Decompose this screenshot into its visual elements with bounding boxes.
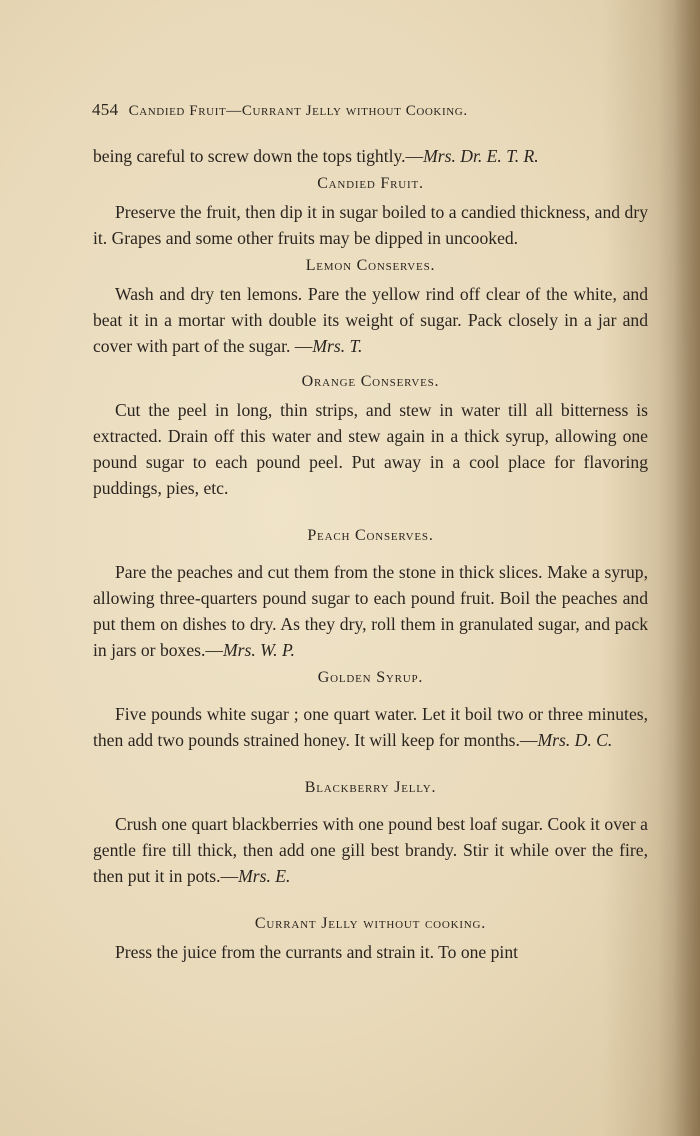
recipe-title-peach-conserves: Peach Conserves.	[307, 527, 434, 544]
recipe-title-lemon-conserves: Lemon Conserves.	[305, 257, 436, 274]
recipe-text-blackberry-jelly: Crush one quart blackberries with one pound best loaf sugar. Cook it over a gentle fire till thick, then add one gill best brandy. Stir it while over the fire, then put it in pots.—	[93, 814, 648, 886]
recipe-text-peach-conserves: Pare the peaches and cut them from the stone in thick slices. Make a syrup, allowing three-quarters pound sugar to each pound fruit. Boil the peaches and put them on dishes to dry. As they dry, roll them in granulated sugar, and pack in jars or boxes.—	[93, 562, 648, 660]
recipe-text-lemon-conserves: Wash and dry ten lemons. Pare the yellow rind off clear of the white, and beat it in a mortar with double its weight of sugar. Pack closely in a jar and cover with part of the sugar. —	[93, 284, 648, 356]
recipe-title-golden-syrup: Golden Syrup.	[317, 669, 424, 686]
recipe-title-currant-jelly: Currant Jelly without cooking.	[254, 915, 487, 932]
recipe-text-golden-syrup: Five pounds white sugar ; one quart water. Let it boil two or three minutes, then add two pounds strained honey. It will keep for months.—	[93, 704, 648, 750]
intro-signature: Mrs. Dr. E. T. R.	[423, 146, 539, 166]
recipe-text-candied-fruit: Preserve the fruit, then dip it in sugar boiled to a candied thickness, and dry it. Grapes and some other fruits may be dipped in uncooked.	[93, 202, 648, 248]
page-number: 454	[92, 100, 119, 119]
recipe-paragraph-peach-conserves	[93, 559, 648, 663]
recipe-signature-lemon-conserves: Mrs. T.	[312, 336, 363, 356]
recipe-text-currant-jelly: Press the juice from the currants and strain it. To one pint	[115, 942, 519, 962]
running-title: Candied Fruit—Currant Jelly without Cooking.	[128, 103, 468, 119]
page-edge-shadow	[674, 0, 700, 1136]
recipe-paragraph-golden-syrup	[93, 701, 648, 753]
page-body	[93, 143, 648, 965]
recipe-title-orange-conserves: Orange Conserves.	[301, 373, 440, 390]
recipe-signature-golden-syrup: Mrs. D. C.	[537, 730, 613, 750]
recipe-text-orange-conserves: Cut the peel in long, thin strips, and stew in water till all bitterness is extracted. Drain off this water and stew again in a thick syrup, allowing one pound sugar to each pound peel. Put away in a cool place for flavoring puddings, pies, etc.	[93, 400, 648, 498]
intro-text: being careful to screw down the tops tightly.—	[93, 146, 424, 166]
recipe-title-blackberry-jelly: Blackberry Jelly.	[304, 779, 437, 796]
intro-paragraph	[93, 143, 648, 169]
recipe-title-candied-fruit: Candied Fruit.	[317, 175, 424, 192]
recipe-signature-blackberry-jelly: Mrs. E.	[238, 866, 291, 886]
recipe-paragraph-lemon-conserves	[93, 281, 648, 359]
running-head	[92, 100, 622, 120]
recipe-paragraph-blackberry-jelly	[93, 811, 648, 889]
recipe-signature-peach-conserves: Mrs. W. P.	[222, 640, 295, 660]
